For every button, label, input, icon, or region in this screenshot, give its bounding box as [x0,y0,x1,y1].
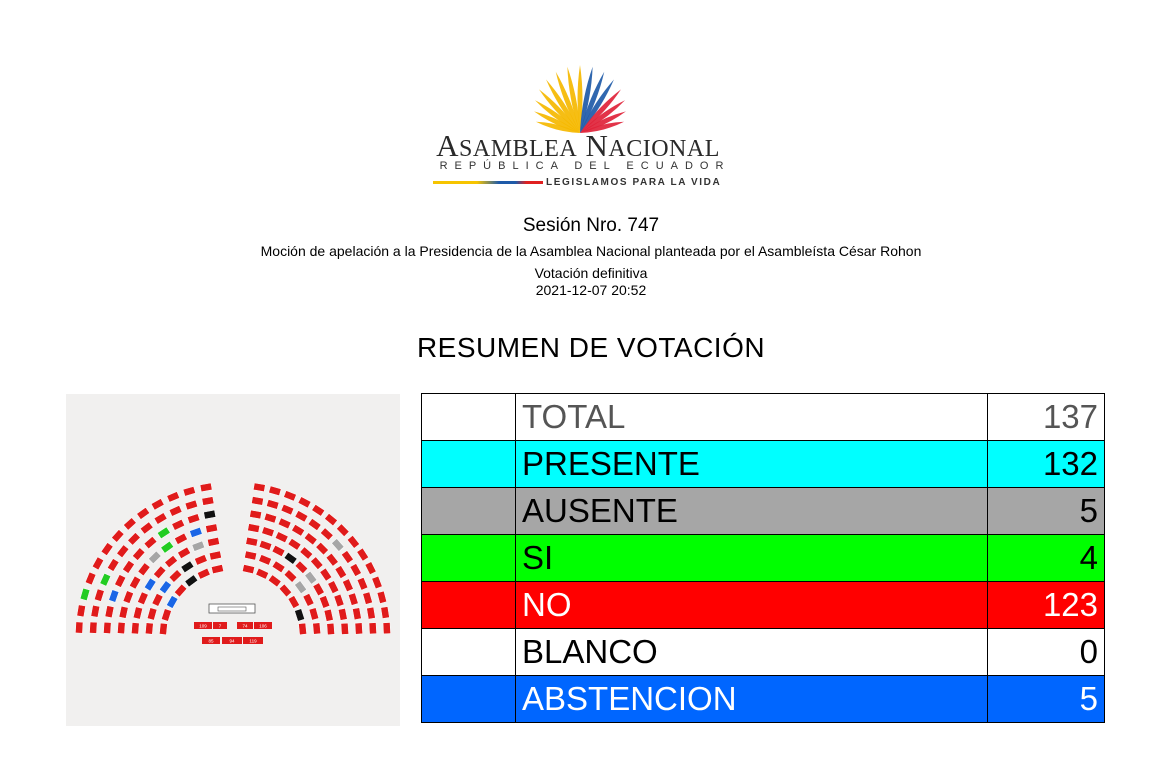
seat-no [147,608,157,620]
seat-no [348,593,358,606]
logo-tagline: LEGISLAMOS PARA LA VIDA [546,177,722,188]
seat-no [288,595,300,608]
seat-no [383,623,391,634]
seat-no [117,622,125,633]
seat-blanco [181,561,194,573]
seat-no [253,483,265,492]
result-value: 5 [988,488,1105,535]
seat-no [138,592,149,605]
seat-no [259,555,272,566]
seat-si [80,588,90,601]
result-row [422,582,1105,629]
seat-no [320,528,333,541]
seat-no [300,547,313,559]
seat-no [268,575,281,587]
seat-no [357,548,369,561]
seat-ausente [305,571,317,584]
seat-no [144,536,157,548]
seat-no [137,507,150,519]
seat-no [357,577,368,590]
presidium-seat-label: 106 [259,623,267,629]
seat-no [117,545,129,558]
seat-no [308,518,321,530]
seat-no [295,511,308,522]
logo-subtitle: REPÚBLICA DEL ECUADOR [439,160,731,172]
result-row [422,535,1105,582]
seat-si [161,541,174,553]
seat-no [341,550,353,563]
result-row [422,441,1105,488]
seat-no [311,557,324,570]
seat-abstencion [159,581,171,594]
seat-no [244,551,256,560]
seat-no [316,542,329,555]
seat-no [272,545,285,556]
seat-no [85,572,96,585]
seat-no [363,592,373,605]
seat-no [269,486,281,496]
seat-blanco [284,552,297,564]
seat-map [66,394,400,726]
seat-ausente [295,581,307,594]
seat-no [303,593,314,606]
summary-title: RESUMEN DE VOTACIÓN [416,332,766,363]
seat-no [279,584,292,597]
seat-no [259,540,272,550]
seat-no [161,609,171,622]
seat-no [206,524,218,533]
seat-no [324,609,333,621]
seat-no [211,564,223,573]
result-label: AUSENTE [516,488,988,535]
seat-no [336,524,349,537]
seat-no [272,561,285,573]
seat-ausente [148,551,161,564]
seat-no [105,606,114,618]
vote-type: Votación definitiva [534,265,648,281]
result-row [422,629,1105,676]
result-value: 4 [988,535,1105,582]
seat-no [352,608,361,620]
presidium-seat-label: 85 [208,638,214,644]
seat-no [341,623,349,634]
seat-no [103,622,111,633]
seat-no [278,518,291,529]
result-label: ABSTENCION [516,676,988,723]
seat-ausente [192,541,205,551]
seat-no [131,623,139,635]
seat-no [152,593,163,606]
seat-no [256,568,269,579]
seat-si [100,573,111,586]
seat-no [298,497,311,508]
seat-no [94,589,104,602]
motion-description: Moción de apelación a la Presidencia de la Asamblea Nacional planteada por el Asambleísta César Rohon [260,243,922,259]
seat-no [77,605,86,617]
seat-no [355,623,363,634]
result-color-swatch [422,629,516,676]
seat-no [342,579,353,592]
seat-no [295,561,308,574]
seat-no [119,606,128,618]
vote-datetime: 2021-12-07 20:52 [535,282,647,298]
logo-title: ASAMBLEA NACIONAL [436,128,720,163]
seat-no [178,547,191,559]
seat-no [154,513,167,525]
result-row [422,676,1105,723]
seat-no [304,533,317,545]
seat-no [89,622,97,633]
seat-map-panel [66,394,400,726]
seat-no [334,594,344,607]
result-value: 137 [988,394,1105,441]
seat-no [185,500,198,510]
seat-no [347,535,359,548]
seat-no [350,563,361,576]
seat-no [251,496,263,505]
seat-no [101,543,113,556]
result-color-swatch [422,676,516,723]
seat-no [128,533,141,546]
seat-no [325,513,338,525]
seat-no [159,623,167,635]
seat-no [183,486,196,496]
seat-no [369,623,377,634]
seat-no [319,596,329,609]
seat-no [328,581,339,594]
seat-no [313,583,324,596]
seat-no [312,504,325,516]
seat-no [207,537,219,546]
seat-no [264,513,277,523]
seat-no [266,499,279,509]
result-label: PRESENTE [516,441,988,488]
seat-no [292,524,305,536]
seat-no [284,570,297,583]
seat-no [377,591,387,603]
seat-no [197,568,210,579]
seat-no [320,568,332,581]
seat-no [167,492,180,503]
seat-ausente [332,539,345,552]
result-color-swatch [422,441,516,488]
seat-no [123,560,135,573]
seat-no [309,608,319,620]
seat-no [115,575,126,588]
seat-no [169,570,182,583]
seat-no [123,591,133,604]
seat-no [187,514,200,524]
seat-no [381,607,390,619]
seat-no [107,558,119,571]
result-label: BLANCO [516,629,988,676]
result-color-swatch [422,535,516,582]
seat-no [313,623,321,635]
seat-abstencion [109,590,119,603]
seat-no [299,623,307,635]
presidium-seat-label: 74 [242,623,248,629]
seat-no [75,622,83,633]
presidium-table [209,604,255,613]
seat-no [335,566,347,579]
seat-no [246,537,258,546]
result-color-swatch [422,488,516,535]
seat-no [132,548,145,561]
result-color-swatch [422,394,516,441]
seat-no [242,564,254,573]
seat-no [338,608,347,620]
seat-no [133,607,142,619]
seat-no [174,584,187,597]
seat-no [284,491,297,502]
seat-no [169,505,182,516]
seat-no [151,499,164,510]
result-color-swatch [422,582,516,629]
seat-blanco [185,575,198,587]
asamblea-logo-emblem [505,55,655,135]
seat-no [275,532,288,543]
result-value: 0 [988,629,1105,676]
seat-no [202,497,214,506]
seat-no [165,555,178,567]
seat-no [172,519,185,530]
seat-no [367,607,376,619]
seat-no [200,483,212,492]
seat-abstencion [166,595,178,608]
seat-abstencion [144,578,156,591]
seat-no [327,623,335,634]
seat-no [92,557,103,570]
presidium-seat-label: 109 [199,623,207,629]
seat-no [326,553,338,566]
seat-no [138,563,150,576]
seat-no [91,605,100,617]
result-value: 132 [988,441,1105,488]
seat-no [175,533,188,544]
seat-si [157,527,170,539]
seat-no [365,562,376,575]
seat-no [281,504,294,515]
seat-no [209,551,221,560]
seat-no [123,518,136,531]
seat-no [153,566,166,579]
presidium-seat-label: 7 [218,623,222,629]
seat-no [250,510,262,519]
seat-no [112,529,125,542]
seat-no [194,555,207,566]
logo-color-line [433,181,543,184]
seat-blanco [295,609,305,622]
presidium-seat-label: 119 [249,638,257,644]
seat-no [145,623,153,635]
seat-no [140,522,153,534]
result-label: TOTAL [516,394,988,441]
result-label: NO [516,582,988,629]
result-value: 5 [988,676,1105,723]
session-number: Sesión Nro. 747 [522,215,660,236]
presidium-seat-label: 94 [229,638,235,644]
seat-no [262,527,275,537]
result-value: 123 [988,582,1105,629]
seat-blanco [204,510,216,519]
seat-no [288,538,301,550]
result-row [422,394,1105,441]
result-label: SI [516,535,988,582]
seat-no [129,576,140,589]
result-row [422,488,1105,535]
seat-abstencion [190,527,203,537]
results-table [421,393,1105,723]
seat-no [248,524,260,533]
seat-no [372,576,382,589]
